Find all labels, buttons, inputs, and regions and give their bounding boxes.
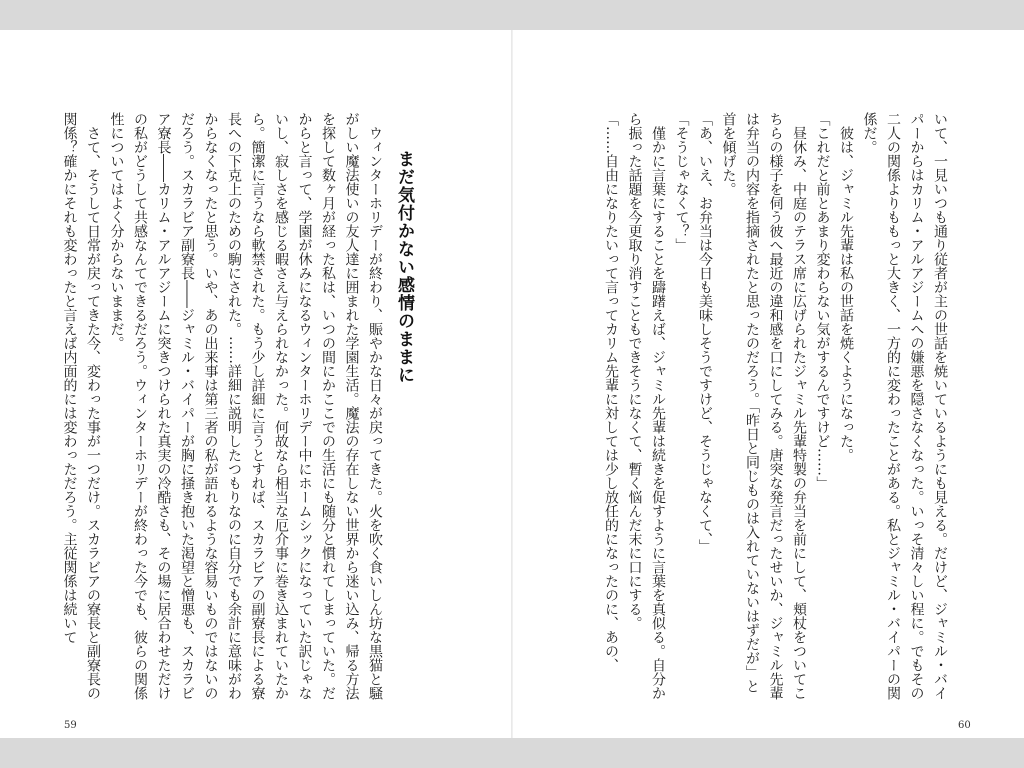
dialogue-line: 「これだと前とあまり変わらない気がするんですけど……」 [814,112,831,490]
left-page-body [60,112,386,704]
left-page [0,30,511,738]
paragraph: 昼休み、中庭のテラス席に広げられたジャミル先輩特製の弁当を前にして、頬杖をついてこちらの様子を伺う彼へ最近の違和感を口にしてみる。唐突な発言だったせいか、ジャミル先輩は弁当の内容を指摘されたと思ったのだろう。「昨日と同じものは入れていないはずだが」と首を傾げた。 [720,112,807,700]
dialogue-line: 「……自由になりたいって言ってカリム先輩に対しては少し放任的になったのに、あの、 [603,112,619,672]
page-number-left: 59 [64,720,77,731]
paragraph: ウィンターホリデーが終わり、賑やかな日々が戻ってきた。火を吹く食いしん坊な黒猫と騒がしい魔法使いの友人達に囲まれた学園生活。魔法の存在しない世界から迷い込み、帰る方法を探して数ヶ月が経った私は、いつの間にかここでの生活にも随分と慣れてしまっていた。だからと言って、学園が休みになるウィンターホリデー中にホームシックになっていた訳じゃないし、寂しさを感じる暇さえ与えられなかった。何故なら相当な厄介事に巻き込まれていたから。簡潔に言うなら軟禁された。もう少し詳細に言うとすれば、スカラビアの副寮長による寮長への下克上のための駒にされた。……詳細に説明したつもりなのに自分でも余計に意味がわからなくなったと思う。いや、あの出来事は第三者の私が語れるような容易いものではないのだろう。スカラビア副寮長――ジャミル・バイパーが胸に掻き抱いた渇望と憎悪も、スカラビア寮長――カリム・アルアジームに突きつけられた真実の冷酷さも、その場に居合わせただけの私がどうして共感なんてできるだろう。ウィンターホリデーが終わった今でも、彼らの関係性についてはよく分からないままだ。 [108,112,383,700]
paragraph: 僅かに言葉にすることを躊躇えば、ジャミル先輩は続きを促すように言葉を真似る。自分から振った話題を今更取り消すこともできそうになくて、暫く悩んだ末に口にする。 [626,112,666,700]
page-number-right: 60 [958,720,971,731]
chapter-title: まだ気付かない感情のままに [394,150,414,384]
right-page [513,30,1024,738]
dialogue-line: 「そうじゃなくて？」 [673,112,690,252]
paragraph: 彼は、ジャミル先輩は私の世話を焼くようになった。 [838,126,854,462]
book-spread [0,30,1024,738]
dialogue-line: 「あ、いえ、お弁当は今日も美味しそうですけど、そうじゃなくて、」 [697,112,713,553]
paragraph: いて、一見いつも通り従者が主の世話を焼いているようにも見える。だけど、ジャミル・バイパーからはカリム・アルアジームへの嫌悪を隠さなくなった。いっそ清々しい程に。でもその二人の関係よりももっと大きく、一方的に変わったことがある。私とジャミル・バイパーの関係だ。 [861,112,948,700]
viewer-top-bar [0,0,1024,30]
right-page-body [603,112,951,704]
viewer-bottom-bar [0,738,1024,768]
paragraph: さて、そうして日常が戻ってきた今、変わった事が一つだけ。スカラビアの寮長と副寮長の関係？確かにそれも変わったと言えば内面的には変わっただろう。主従関係は続いて [61,112,101,700]
